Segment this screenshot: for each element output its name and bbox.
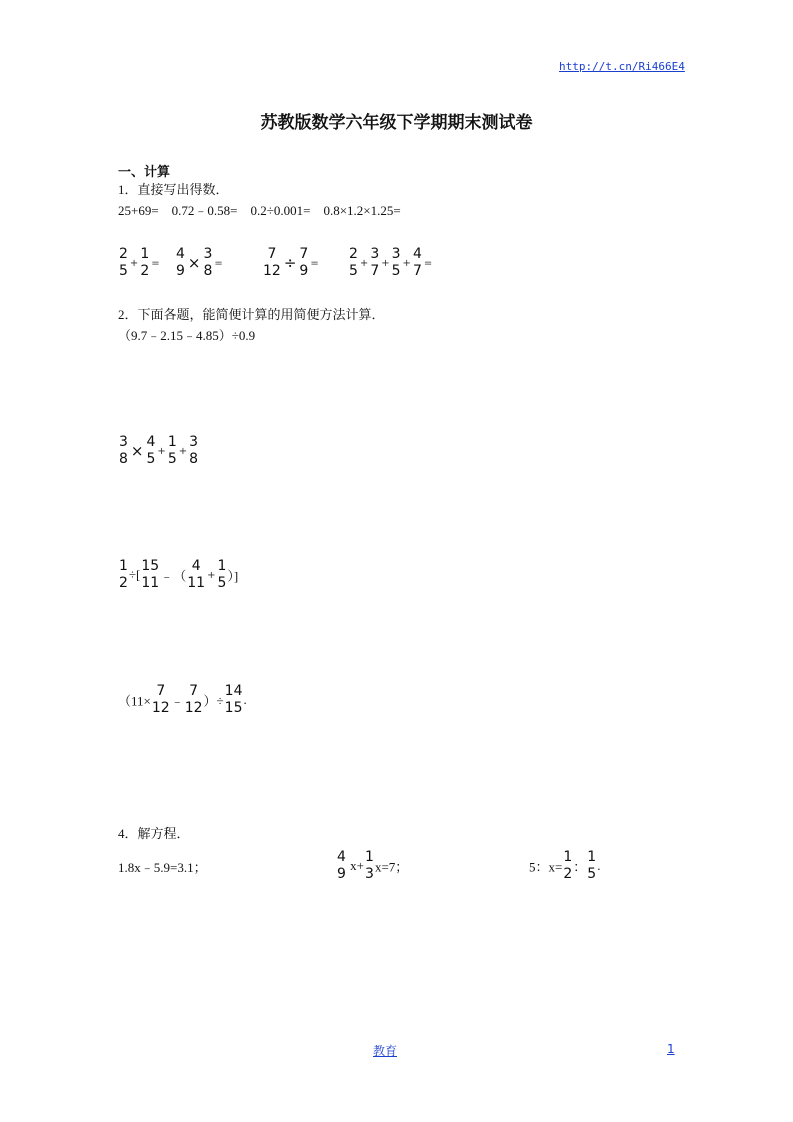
q2-problem-3 bbox=[118, 558, 238, 592]
math-operator: x+ bbox=[346, 858, 365, 873]
fraction bbox=[185, 683, 203, 717]
fraction-numerator: 3 bbox=[189, 434, 199, 450]
fraction-numerator: 1 bbox=[587, 849, 597, 865]
question-1-label: 1．直接写出得数． bbox=[118, 182, 229, 197]
fraction bbox=[176, 246, 185, 280]
q4-equation-1: 1.8x﹣5.9=3.1； bbox=[118, 860, 207, 875]
fraction-numerator: 2 bbox=[119, 246, 128, 262]
q2-problem-1: （9.7﹣2.15﹣4.85）÷0.9 bbox=[118, 328, 256, 343]
math-operator: . bbox=[243, 692, 247, 707]
page-number[interactable]: 1 bbox=[667, 1042, 675, 1056]
fraction-numerator: 4 bbox=[146, 434, 156, 450]
fraction-denominator: 8 bbox=[203, 263, 213, 279]
q2-problem-4 bbox=[118, 683, 247, 717]
q1-expr-1 bbox=[118, 246, 161, 280]
fraction bbox=[263, 246, 281, 280]
fraction-denominator: 15 bbox=[224, 700, 243, 716]
fraction-numerator: 7 bbox=[299, 246, 309, 262]
fraction-numerator: 1 bbox=[365, 849, 374, 865]
question-1-row-1: 25+69= 0.72﹣0.58= 0.2÷0.001= 0.8×1.2×1.25= bbox=[118, 203, 401, 218]
fraction-numerator: 1 bbox=[217, 558, 227, 574]
fraction-denominator: 2 bbox=[563, 866, 573, 882]
fraction bbox=[587, 849, 596, 883]
fraction bbox=[217, 558, 226, 592]
q2-problem-2 bbox=[118, 434, 199, 468]
fraction bbox=[140, 246, 149, 280]
fraction bbox=[392, 246, 401, 280]
fraction-denominator: 5 bbox=[146, 451, 156, 467]
question-2-label: 2．下面各题，能简便计算的用简便方法计算． bbox=[118, 307, 385, 322]
fraction-denominator: 9 bbox=[337, 866, 346, 882]
fraction-numerator: 3 bbox=[203, 246, 213, 262]
fraction bbox=[119, 246, 128, 280]
fraction-denominator: 5 bbox=[349, 263, 358, 279]
fraction bbox=[413, 246, 422, 280]
q1-expr-2 bbox=[175, 246, 224, 280]
math-operator: 5：x= bbox=[529, 859, 563, 875]
math-operator: + bbox=[402, 257, 411, 269]
fraction bbox=[365, 849, 374, 883]
fraction-numerator: 15 bbox=[141, 558, 160, 574]
fraction-numerator: 4 bbox=[191, 558, 201, 574]
fraction-numerator: 4 bbox=[412, 246, 422, 262]
math-operator: + bbox=[359, 257, 369, 269]
fraction bbox=[225, 683, 243, 717]
math-operator: = bbox=[214, 257, 223, 269]
fraction-numerator: 3 bbox=[119, 434, 128, 450]
fraction-denominator: 5 bbox=[167, 451, 177, 467]
fraction-denominator: 9 bbox=[176, 263, 185, 279]
math-operator: + bbox=[178, 445, 188, 457]
fraction bbox=[147, 434, 156, 468]
fraction-denominator: 11 bbox=[187, 575, 206, 591]
fraction bbox=[349, 246, 358, 280]
math-operator: ： bbox=[573, 859, 587, 875]
fraction-denominator: 3 bbox=[365, 866, 374, 882]
fraction-denominator: 8 bbox=[119, 451, 128, 467]
math-operator: + bbox=[129, 257, 139, 269]
fraction-numerator: 7 bbox=[189, 683, 199, 699]
fraction-denominator: 9 bbox=[299, 263, 309, 279]
fraction-denominator: 2 bbox=[119, 575, 128, 591]
math-operator: ÷ bbox=[283, 254, 297, 272]
math-operator: ﹣ bbox=[170, 693, 184, 709]
fraction bbox=[187, 558, 205, 592]
fraction-denominator: 2 bbox=[140, 263, 150, 279]
math-operator: × bbox=[130, 442, 144, 460]
fraction-denominator: 12 bbox=[151, 700, 170, 716]
q1-expr-3 bbox=[262, 246, 320, 280]
fraction-denominator: 5 bbox=[587, 866, 597, 882]
fraction-numerator: 3 bbox=[391, 246, 401, 262]
fraction-numerator: 3 bbox=[370, 246, 380, 262]
fraction bbox=[168, 434, 177, 468]
fraction-denominator: 5 bbox=[391, 263, 401, 279]
question-4-label: 4．解方程． bbox=[118, 826, 190, 841]
fraction-numerator: 14 bbox=[224, 683, 243, 699]
fraction bbox=[119, 558, 128, 592]
math-operator: + bbox=[157, 445, 166, 457]
math-operator: = bbox=[423, 257, 433, 269]
fraction-numerator: 1 bbox=[140, 246, 150, 262]
fraction-numerator: 1 bbox=[119, 558, 128, 574]
fraction-denominator: 12 bbox=[263, 263, 281, 279]
fraction-numerator: 4 bbox=[337, 849, 346, 865]
fraction bbox=[119, 434, 128, 468]
fraction-numerator: 7 bbox=[267, 246, 277, 262]
fraction-numerator: 1 bbox=[563, 849, 573, 865]
fraction-denominator: 8 bbox=[189, 451, 199, 467]
footer-link[interactable]: 教育 bbox=[373, 1044, 398, 1058]
math-operator: x=7； bbox=[374, 859, 409, 875]
fraction bbox=[189, 434, 198, 468]
fraction bbox=[204, 246, 213, 280]
math-operator: （11× bbox=[118, 693, 151, 709]
fraction bbox=[299, 246, 308, 280]
fraction bbox=[563, 849, 572, 883]
math-operator: . bbox=[597, 858, 601, 873]
math-operator: = bbox=[310, 257, 319, 269]
math-operator: ﹣（ bbox=[160, 568, 187, 584]
fraction-denominator: 5 bbox=[217, 575, 227, 591]
fraction-denominator: 11 bbox=[141, 575, 160, 591]
math-operator: ）÷ bbox=[203, 693, 224, 709]
math-operator: × bbox=[187, 254, 201, 272]
fraction bbox=[370, 246, 379, 280]
fraction-denominator: 7 bbox=[412, 263, 422, 279]
math-operator: = bbox=[151, 257, 160, 269]
math-operator: ）] bbox=[227, 568, 239, 584]
fraction-denominator: 12 bbox=[184, 700, 203, 716]
fraction-numerator: 2 bbox=[349, 246, 358, 262]
fraction bbox=[337, 849, 346, 883]
math-operator: ÷[ bbox=[128, 567, 141, 582]
math-operator: + bbox=[381, 257, 390, 269]
q4-equation-2 bbox=[336, 849, 408, 883]
q4-equation-3 bbox=[529, 849, 600, 883]
section-heading: 一、计算 bbox=[118, 165, 171, 180]
q1-expr-4 bbox=[348, 246, 433, 280]
page-title: 苏教版数学六年级下学期期末测试卷 bbox=[260, 113, 533, 133]
fraction bbox=[141, 558, 159, 592]
fraction-numerator: 7 bbox=[156, 683, 166, 699]
fraction bbox=[152, 683, 170, 717]
fraction-denominator: 7 bbox=[370, 263, 380, 279]
header-url-link[interactable]: http://t.cn/Ri466E4 bbox=[559, 60, 685, 73]
fraction-denominator: 5 bbox=[119, 263, 128, 279]
math-operator: + bbox=[207, 569, 216, 581]
fraction-numerator: 1 bbox=[167, 434, 177, 450]
fraction-numerator: 4 bbox=[176, 246, 185, 262]
